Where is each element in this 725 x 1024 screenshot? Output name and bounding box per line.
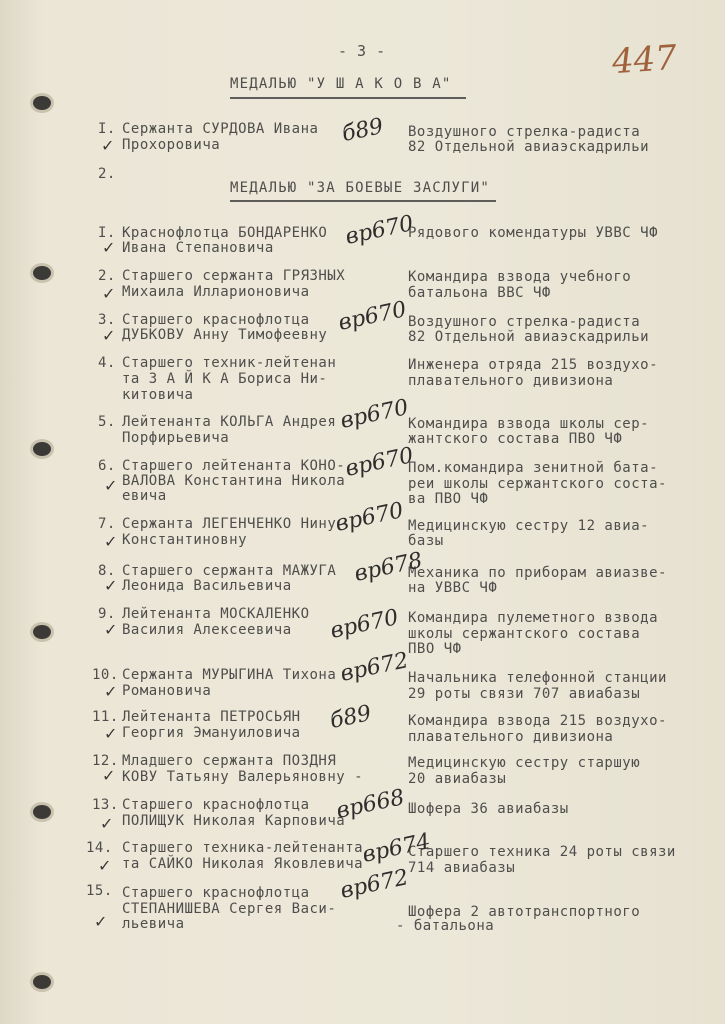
entry-number: 3. bbox=[98, 312, 116, 328]
entry-name-line2: КОВУ Татьяну Валерьяновну - bbox=[122, 769, 364, 785]
entry-number: 11. bbox=[92, 709, 119, 725]
entry-position-line2: 20 авиабазы bbox=[408, 771, 507, 787]
check-mark-icon: ✓ bbox=[104, 576, 118, 595]
punch-hole bbox=[33, 442, 51, 456]
entry-name-line1: Краснофлотца БОНДАРЕНКО bbox=[122, 225, 328, 241]
check-mark-icon: ✓ bbox=[102, 238, 116, 257]
entry-name-line1: Старшего краснофлотца bbox=[122, 797, 310, 813]
entry-position-line2: базы bbox=[408, 533, 444, 549]
entry-name-line1: Старшего сержанта ГРЯЗНЫХ bbox=[122, 268, 346, 284]
entry-position-line2: 29 роты связи 707 авиабазы bbox=[408, 686, 641, 702]
entry-name-line2: Василия Алексеевича bbox=[122, 622, 292, 638]
entry-position-line1: Командира взвода 215 воздухо- bbox=[408, 713, 667, 729]
entry-number: I. bbox=[98, 225, 116, 241]
entry-name-line1: Лейтенанта МОСКАЛЕНКО bbox=[122, 606, 310, 622]
handwritten-mark: вр678 bbox=[352, 548, 425, 587]
entry-number: 12. bbox=[92, 753, 119, 769]
entry-position-line1: Медицинскую сестру 12 авиа- bbox=[408, 518, 650, 534]
handwritten-mark: вр670 bbox=[328, 605, 401, 644]
entry-position-line2: 82 Отдельной авиаэскадрильи bbox=[408, 329, 650, 345]
entry-name-line1: Старшего техник-лейтенан bbox=[122, 355, 337, 371]
handwritten-mark: вр670 bbox=[338, 395, 411, 434]
check-mark-icon: ✓ bbox=[104, 682, 118, 701]
check-mark-icon: ✓ bbox=[98, 856, 112, 875]
entry-number: 10. bbox=[92, 667, 119, 683]
entry-position-line1: Пом.командира зенитной бата- bbox=[408, 460, 659, 476]
handwritten-mark: вр672 bbox=[338, 648, 411, 687]
entry-number: I. bbox=[98, 121, 116, 137]
entry-name-line2: Порфирьевича bbox=[122, 430, 230, 446]
entry-number: 4. bbox=[98, 355, 116, 371]
entry-position-line2: плавательного дивизиона bbox=[408, 729, 614, 745]
handwritten-mark: вр674 bbox=[360, 829, 433, 868]
punch-hole bbox=[33, 96, 51, 110]
archive-number: 447 bbox=[610, 37, 679, 83]
entry-name-line2: Ивана Степановича bbox=[122, 240, 274, 256]
entry-position-line1: Командира пулеметного взвода bbox=[408, 610, 659, 626]
entry-name-line1: Старшего техника-лейтенанта bbox=[122, 840, 364, 856]
entry-position-line1: Медицинскую сестру старшую bbox=[408, 755, 641, 771]
handwritten-mark: вр670 bbox=[336, 297, 409, 336]
check-mark-icon: ✓ bbox=[104, 476, 118, 495]
entry-position-line2: реи школы сержантского соста- bbox=[408, 476, 667, 492]
punch-hole bbox=[33, 266, 51, 280]
punch-hole bbox=[33, 625, 51, 639]
entry-name-line1: Сержанта ЛЕГЕНЧЕНКО Нину bbox=[122, 516, 337, 532]
section2-heading: МЕДАЛЬЮ "ЗА БОЕВЫЕ ЗАСЛУГИ" bbox=[230, 180, 490, 196]
handwritten-mark: б89 bbox=[327, 700, 374, 735]
entry-name-line1: Сержанта СУРДОВА Ивана bbox=[122, 121, 319, 137]
entry-position-line1: Воздушного стрелка-радиста bbox=[408, 124, 641, 140]
item-number: 2. bbox=[98, 166, 116, 182]
entry-name-line1: Сержанта МУРЫГИНА Тихона bbox=[122, 667, 337, 683]
page-number: - 3 - bbox=[338, 42, 386, 60]
entry-position-line2: школы сержантского состава bbox=[408, 626, 641, 642]
handwritten-mark: вр670 bbox=[343, 443, 416, 482]
entry-name-line2: Георгия Эмануиловича bbox=[122, 725, 301, 741]
entry-number: 13. bbox=[92, 797, 119, 813]
entry-name-line2: ДУБКОВУ Анну Тимофеевну bbox=[122, 327, 328, 343]
check-mark-icon: ✓ bbox=[102, 766, 116, 785]
punch-hole bbox=[33, 975, 51, 989]
entry-name-line2: та З А Й К А Бориса Ни- bbox=[122, 371, 328, 387]
entry-position-line2: жантского состава ПВО ЧФ bbox=[408, 431, 623, 447]
punch-hole bbox=[33, 805, 51, 819]
entry-name-line3: евича bbox=[122, 488, 167, 504]
entry-name-line2: ВАЛОВА Константина Никола bbox=[122, 473, 346, 489]
entry-position-line2: плавательного дивизиона bbox=[408, 373, 614, 389]
entry-position-line2: батальона ВВС ЧФ bbox=[408, 285, 551, 301]
check-mark-icon: ✓ bbox=[104, 724, 118, 743]
entry-name-line2: Прохоровича bbox=[122, 137, 221, 153]
entry-name-line2: та САЙКО Николая Яковлевича bbox=[122, 856, 364, 872]
check-mark-icon: ✓ bbox=[104, 532, 118, 551]
handwritten-mark: вр670 bbox=[333, 498, 406, 537]
check-mark-icon: ✓ bbox=[94, 912, 108, 931]
entry-position-line1: Командира взвода учебного bbox=[408, 269, 632, 285]
entry-position-line1: Старшего техника 24 роты связи bbox=[408, 844, 676, 860]
entry-name-line1: Старшего сержанта МАЖУГА bbox=[122, 563, 337, 579]
entry-number: 8. bbox=[98, 563, 116, 579]
entry-name-line1: Лейтенанта КОЛЬГА Андрея bbox=[122, 414, 337, 430]
entry-number: 2. bbox=[98, 268, 116, 284]
entry-name-line1: Лейтенанта ПЕТРОСЬЯН bbox=[122, 709, 301, 725]
check-mark-icon: ✓ bbox=[102, 326, 116, 345]
entry-number: 14. bbox=[86, 840, 113, 856]
entry-position-line1: Начальника телефонной станции bbox=[408, 670, 667, 686]
entry-name-line2: СТЕПАНИШЕВА Сергея Васи- bbox=[122, 901, 337, 917]
entry-position-line1: Командира взвода школы сер- bbox=[408, 416, 650, 432]
entry-position-line1: Механика по приборам авиазве- bbox=[408, 565, 667, 581]
entry-name-line1: Старшего лейтенанта КОНО- bbox=[122, 458, 346, 474]
handwritten-mark: вр672 bbox=[338, 865, 411, 904]
entry-name-line1: Старшего краснофлотца bbox=[122, 312, 310, 328]
entry-number: 15. bbox=[86, 883, 113, 899]
handwritten-mark: б89 bbox=[339, 113, 386, 148]
entry-position-line2: на УВВС ЧФ bbox=[408, 580, 498, 596]
entry-name-line1: Старшего краснофлотца bbox=[122, 885, 310, 901]
entry-position-line2: 82 Отдельной авиаэскадрильи bbox=[408, 139, 650, 155]
entry-name-line2: Михаила Илларионовича bbox=[122, 284, 310, 300]
check-mark-icon: ✓ bbox=[101, 136, 115, 155]
entry-position-line2: 714 авиабазы bbox=[408, 860, 516, 876]
entry-name-line3: льевича bbox=[122, 916, 185, 932]
entry-number: 5. bbox=[98, 414, 116, 430]
entry-position-line1: Воздушного стрелка-радиста bbox=[408, 314, 641, 330]
entry-name-line2: Константиновну bbox=[122, 532, 248, 548]
handwritten-mark: вр668 bbox=[334, 785, 407, 824]
entry-name-line3: китовича bbox=[122, 387, 194, 403]
section1-heading: МЕДАЛЬЮ "У Ш А К О В А" bbox=[230, 76, 452, 92]
entry-position-line2: Шофера 2 автотранспортного bbox=[408, 904, 641, 920]
entry-position-line3: ПВО ЧФ bbox=[408, 641, 462, 657]
entry-name-line2: Леонида Васильевича bbox=[122, 578, 292, 594]
check-mark-icon: ✓ bbox=[102, 284, 116, 303]
entry-position-line1: Шофера 36 авиабазы bbox=[408, 801, 569, 817]
handwritten-mark: вр670 bbox=[343, 211, 416, 250]
entry-position-line3: - батальона bbox=[396, 918, 495, 934]
entry-name-line2: ПОЛИЩУК Николая Карповича bbox=[122, 813, 346, 829]
entry-position-line1: Инженера отряда 215 воздухо- bbox=[408, 357, 659, 373]
check-mark-icon: ✓ bbox=[104, 620, 118, 639]
check-mark-icon: ✓ bbox=[100, 814, 114, 833]
entry-number: 7. bbox=[98, 516, 116, 532]
entry-number: 6. bbox=[98, 458, 116, 474]
section1-underline bbox=[230, 97, 466, 99]
entry-position-line3: ва ПВО ЧФ bbox=[408, 491, 489, 507]
entry-name-line2: Романовича bbox=[122, 683, 212, 699]
entry-position-line1: Рядового комендатуры УВВС ЧФ bbox=[408, 225, 659, 241]
entry-number: 9. bbox=[98, 606, 116, 622]
entry-name-line1: Младшего сержанта ПОЗДНЯ bbox=[122, 753, 337, 769]
section2-underline bbox=[230, 200, 496, 202]
